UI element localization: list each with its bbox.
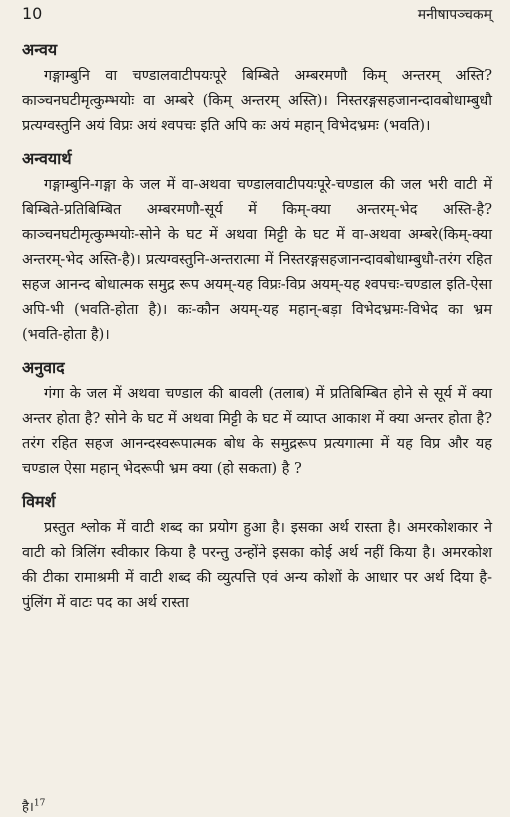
- page-footer-line: [22, 797, 45, 815]
- paragraph-anuvad: गंगा के जल में अथवा चण्डाल की बावली (तलाब) में प्रतिबिम्बित होने से सूर्य में क्या अन्तर होता है? सोने के घट में अथवा मिट्टी के घट में व्याप्त आकाश में क्या अन्तर होता है? तरंग रहित सहज आनन्दस्वरूपात्मक बोध के समुद्ररूप प्रत्यगात्मा में यह विप्र और यह चण्डाल ऐसा महान् भेदरूपी भ्रम क्या (हो सकता) है ?: [22, 386, 492, 477]
- page-header: [22, 4, 492, 32]
- section-anvaya: [22, 38, 492, 139]
- section-vimarsh: [22, 490, 492, 616]
- running-title: मनीषापञ्चकम्: [417, 7, 492, 23]
- section-anvayartha: [22, 147, 492, 348]
- section-anuvad: [22, 356, 492, 482]
- section-heading-anuvad: अनुवाद: [22, 358, 65, 377]
- section-heading-anvaya: अन्वय: [22, 40, 58, 59]
- page-number: 10: [22, 4, 43, 23]
- footnote-marker: 17: [33, 798, 46, 809]
- paragraph-anvayartha: गङ्गाम्बुनि-गङ्गा के जल में वा-अथवा चण्डालवाटीपयःपूरे-चण्डाल की जल भरी वाटी में बिम्बिते-प्रतिबिम्बित अम्बरमणौ-सूर्य में किम्-क्या अन्तरम्-भेद अस्ति-है? काञ्चनघटीमृत्कुम्भयोः-सोने के घट में अथवा मिट्टी के घट में वा-अथवा अम्बरे(किम्-क्या अन्तरम्-भेद अस्ति-है)। प्रत्यग्वस्तुनि-अन्तरात्मा में निस्तरङ्गसहजानन्दावबोधाम्बुधौ-तरंग रहित सहज आनन्द बोधात्मक समुद्र रूप अयम्-यह विप्रः-विप्र अयम्-यह श्वपचः-चण्डाल इति-ऐसा अपि-भी (भवति-होता है)। कः-कौन अयम्-यह महान्-बड़ा विभेदभ्रमः-विभेद का भ्रम (भवति-होता है)।: [22, 177, 492, 343]
- paragraph-vimarsh: प्रस्तुत श्लोक में वाटी शब्द का प्रयोग हुआ है। इसका अर्थ रास्ता है। अमरकोशकार ने वाटी को त्रिलिंग स्वीकार किया है परन्तु उन्होंने इसका कोई अर्थ नहीं किया है। अमरकोश की टीका रामाश्रमी में वाटी शब्द की व्युत्पत्ति एवं अन्य कोशों के आधार पर अर्थ दिया है-पुंलिंग में वाटः पद का अर्थ रास्ता: [22, 520, 492, 611]
- section-heading-anvayartha: अन्वयार्थ: [22, 149, 72, 168]
- footer-text: है।: [22, 800, 34, 815]
- section-heading-vimarsh: विमर्श: [22, 492, 56, 511]
- paragraph-anvaya: गङ्गाम्बुनि वा चण्डालवाटीपयःपूरे बिम्बिते अम्बरमणौ किम् अन्तरम् अस्ति? काञ्चनघटीमृत्कुम्भयोः वा अम्बरे (किम् अन्तरम् अस्ति)। निस्तरङ्गसहजानन्दावबोधाम्बुधौ प्रत्यग्वस्तुनि अयं विप्रः अयं श्वपचः इति अपि कः अयं महान् विभेदभ्रमः (भवति)।: [22, 68, 492, 134]
